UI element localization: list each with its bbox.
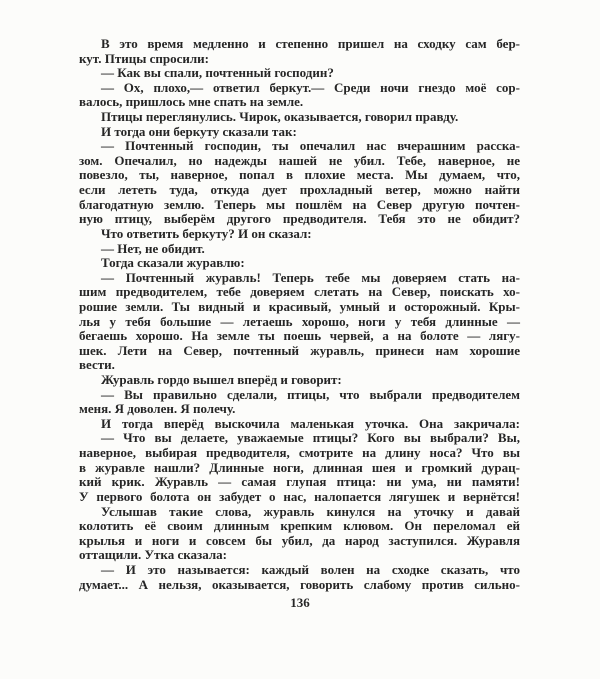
text-line: шек. Лети на Север, почтенный журавль, принеси нам хорошие: [79, 342, 520, 358]
text-line: кут. Птицы спросили:: [79, 50, 209, 66]
text-line: бегаешь хорошо. На земле ты поешь червей, а на болоте — лягу-: [79, 328, 520, 344]
page-body-text: [79, 37, 520, 592]
text-line: думает... А нельзя, оказывается, говорить слабому против сильно-: [79, 576, 520, 592]
text-line: меня. Я доволен. Я полечу.: [79, 401, 236, 417]
text-line: шим предводителем, тебе доверяем слетать на Север, поискать хо-: [79, 284, 520, 300]
text-line: повезло, ты, наверное, попал в плохие места. Мы думаем, что,: [79, 167, 520, 183]
text-line: Птицы переглянулись. Чирок, оказывается, говорил правду.: [101, 109, 459, 125]
text-line: И тогда вперёд выскочила маленькая уточка. Она закричала:: [101, 415, 520, 431]
text-line: зом. Опечалил, но надежды нашей не убил. Тебе, наверное, не: [79, 152, 520, 168]
text-line: вести.: [79, 357, 115, 373]
text-line: ную птицу, выберём другого предводителя. Тебя это не обидит?: [79, 211, 520, 227]
text-line: крылья и ноги и совсем бы убил, да народ заступился. Журавля: [79, 532, 520, 548]
text-line: в журавле нашли? Длинные ноги, длинная шея и громкий дурац-: [79, 459, 520, 475]
text-line: — Вы правильно сделали, птицы, что выбрали предводителем: [101, 386, 520, 402]
text-line: У первого болота он забудет о нас, налопается лягушек и вернётся!: [79, 488, 520, 504]
text-line: оттащили. Утка сказала:: [79, 547, 228, 563]
text-line: В это время медленно и степенно пришел на сходку сам бер-: [101, 36, 520, 51]
text-line: Журавль гордо вышел вперёд и говорит:: [101, 372, 342, 388]
text-line: если лететь туда, откуда дует прохладный ветер, можно найти: [79, 182, 520, 198]
text-line: наверное, выбирая предводителя, смотрите на длину носа? Что вы: [79, 445, 520, 461]
text-line: — Почтенный журавль! Теперь тебе мы доверяем стать на-: [101, 269, 520, 285]
page-number: 136: [290, 595, 310, 610]
text-line: — Ох, плохо,— ответил беркут.— Среди ночи гнездо моё сор-: [101, 79, 520, 95]
text-line: — Нет, не обидит.: [101, 240, 205, 256]
text-line: — Как вы спали, почтенный господин?: [101, 65, 334, 81]
text-line: — И это называется: каждый волен на сходке сказать, что: [101, 561, 520, 577]
text-line: валось, пришлось мне спать на земле.: [79, 94, 304, 110]
text-line: — Почтенный господин, ты опечалил нас вчерашним расска-: [101, 138, 520, 154]
text-line: кий крик. Журавль — самая глупая птица: ни ума, ни памяти!: [79, 474, 520, 490]
text-line: Услышав такие слова, журавль кинулся на уточку и давай: [101, 503, 520, 519]
text-line: благодатную землю. Теперь мы пошлём на Север другую почтен-: [79, 196, 520, 212]
text-line: Что ответить беркуту? И он сказал:: [101, 225, 312, 241]
text-line: И тогда они беркуту сказали так:: [101, 123, 297, 139]
text-line: Тогда сказали журавлю:: [101, 255, 245, 271]
text-line: лья у тебя большие — летаешь хорошо, ноги у тебя длинные —: [79, 313, 520, 329]
text-line: — Что вы делаете, уважаемые птицы? Кого вы выбрали? Вы,: [101, 430, 520, 446]
text-line: колотить её своим длинным крепким клювом. Он переломал ей: [79, 518, 520, 534]
text-line: рошие земли. Ты видный и красивый, умный и осторожный. Кры-: [79, 298, 520, 314]
